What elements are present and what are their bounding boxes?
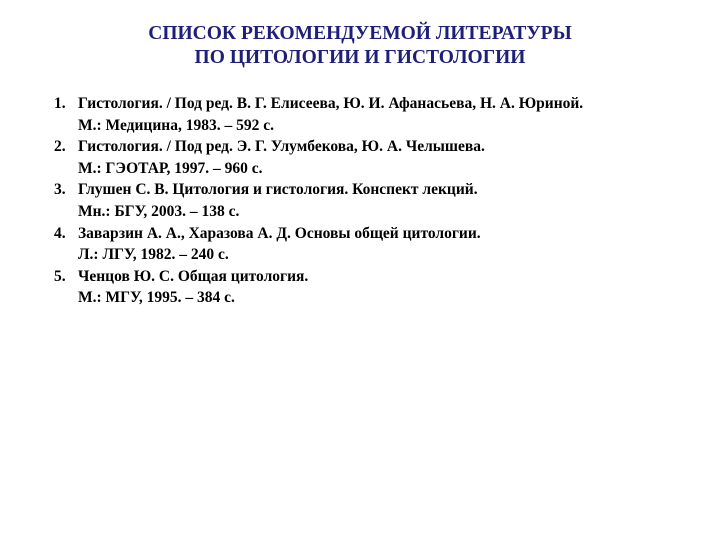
item-number: 2. — [54, 138, 66, 156]
reference-publisher: М.: МГУ, 1995. – 384 с. — [78, 289, 235, 307]
list-item — [54, 136, 704, 179]
item-number: 3. — [54, 181, 66, 199]
reference-publisher: Мн.: БГУ, 2003. – 138 с. — [78, 202, 240, 220]
reference-publisher: Л.: ЛГУ, 1982. – 240 с. — [78, 246, 229, 264]
list-item — [54, 93, 704, 136]
reference-title: Глушен С. В. Цитология и гистология. Конспект лекций. — [78, 181, 478, 199]
reference-title: Заварзин А. А., Харазова А. Д. Основы общей цитологии. — [78, 224, 481, 242]
reference-publisher: М.: Медицина, 1983. – 592 с. — [78, 116, 274, 134]
list-item — [54, 266, 704, 309]
reference-publisher: М.: ГЭОТАР, 1997. – 960 с. — [78, 159, 263, 177]
item-number: 1. — [54, 95, 66, 112]
item-number: 4. — [54, 224, 66, 242]
item-number: 5. — [54, 267, 66, 285]
reference-title: Гистология. / Под ред. Э. Г. Улумбекова, Ю. А. Челышева. — [78, 138, 485, 156]
title-line-1: СПИСОК РЕКОМЕНДУЕМОЙ ЛИТЕРАТУРЫ — [148, 23, 572, 44]
reference-title: Ченцов Ю. С. Общая цитология. — [78, 267, 309, 285]
list-item — [54, 223, 704, 266]
reference-list — [54, 93, 704, 309]
reference-title: Гистология. / Под ред. В. Г. Елисеева, Ю. И. Афанасьева, Н. А. Юриной. — [78, 95, 584, 112]
page-title — [0, 22, 720, 70]
title-line-2: ПО ЦИТОЛОГИИ И ГИСТОЛОГИИ — [194, 47, 526, 68]
list-item — [54, 179, 704, 222]
